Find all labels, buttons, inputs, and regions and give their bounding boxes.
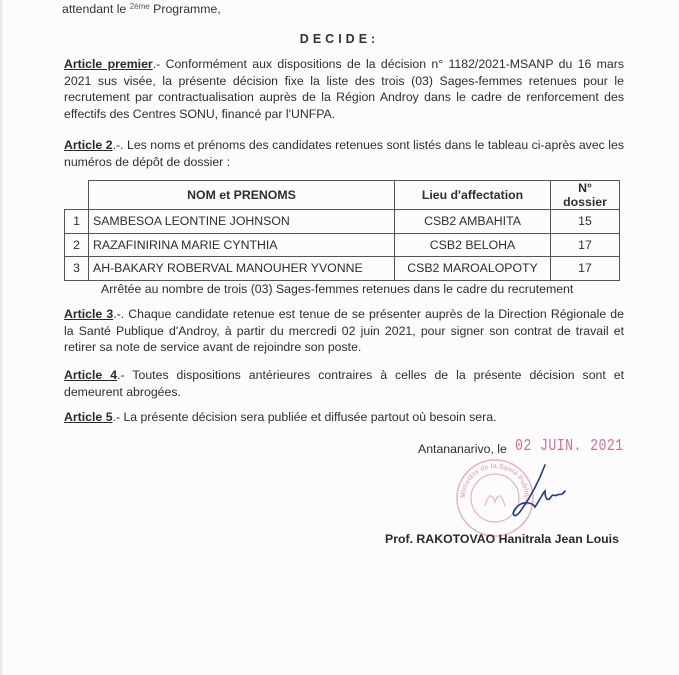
signature-icon <box>505 463 570 523</box>
header-num <box>65 181 89 210</box>
header-fragment-before: attendant le <box>62 2 127 16</box>
cell-lieu: CSB2 AMBAHITA <box>395 210 551 234</box>
article-separator: .-. <box>112 138 124 152</box>
cell-num: 3 <box>65 257 89 281</box>
article-label: Article 5 <box>64 410 113 424</box>
header-lieu: Lieu d'affectation <box>395 181 551 210</box>
article-label: Article premier <box>64 57 153 71</box>
cell-num: 1 <box>65 210 89 234</box>
decide-heading: DECIDE: <box>299 32 380 46</box>
article-label: Article 4 <box>64 368 118 382</box>
cell-dossier: 17 <box>551 233 620 257</box>
article-separator: .-. <box>113 307 125 321</box>
date-stamp: 02 JUIN. 2021 <box>515 437 624 456</box>
page-edge <box>0 0 3 675</box>
cell-num: 2 <box>65 233 89 257</box>
article-3 <box>64 306 624 356</box>
place-label: Antananarivo, le <box>418 442 507 456</box>
header-dossier: N° dossier <box>551 181 620 210</box>
header-fragment <box>62 2 221 16</box>
header-fragment-after: Programme, <box>153 2 221 16</box>
article-text: Conformément aux dispositions de la décision n° 1182/2021-MSANP du 16 mars 2021 sus visée, la présente décision fixe la liste des trois (03) Sages-femmes retenues pour le recrutement par contractualisation auprès de la Région Androy dans le cadre de renforcement des effectifs des Centres SONU, financé par l'UNFPA. <box>64 57 624 121</box>
article-text: Chaque candidate retenue est tenue de se présenter auprès de la Direction Régionale de la Santé Publique d'Androy, à partir du mercredi 02 juin 2021, pour signer son contrat de travail et retirer sa note de service avant de rejoindre son poste. <box>64 307 624 354</box>
seal-text: Ministère de la Santé Publique <box>459 462 531 507</box>
article-4 <box>64 367 624 400</box>
article-separator: .- <box>117 368 125 382</box>
cell-name: RAZAFINIRINA MARIE CYNTHIA <box>89 233 395 257</box>
article-label: Article 2 <box>64 138 113 152</box>
article-text: Les noms et prénoms des candidates retenues sont listés dans le tableau ci-après avec les numéros de dépôt de dossier : <box>64 138 625 169</box>
cell-dossier: 15 <box>551 210 620 234</box>
cell-lieu: CSB2 MAROALOPOTY <box>395 257 551 281</box>
article-label: Article 3 <box>64 307 114 321</box>
cell-lieu: CSB2 BELOHA <box>395 233 551 257</box>
table-header-row <box>65 181 620 210</box>
table-row <box>65 233 620 257</box>
candidates-table <box>64 180 620 281</box>
article-2 <box>64 137 624 170</box>
cell-name: AH-BAKARY ROBERVAL MANOUHER YVONNE <box>89 257 395 281</box>
table-row <box>65 210 620 234</box>
header-fragment-superscript: 2ème <box>129 2 150 11</box>
article-text: La présente décision sera publiée et diffusée partout où besoin sera. <box>120 410 497 424</box>
article-separator: .- <box>152 57 161 71</box>
article-5 <box>64 409 624 426</box>
closing-note: Arrêtée au nombre de trois (03) Sages-femmes retenues dans le cadre du recrutement <box>101 282 574 296</box>
article-text: Toutes dispositions antérieures contraires à celles de la présente décision sont et demeurent abrogées. <box>64 368 625 399</box>
table-row <box>65 257 620 281</box>
signatory-name: Prof. RAKOTOVAO Hanitrala Jean Louis <box>385 532 619 546</box>
header-name: NOM et PRENOMS <box>89 181 395 210</box>
article-separator: .- <box>112 410 121 424</box>
cell-name: SAMBESOA LEONTINE JOHNSON <box>89 210 395 234</box>
article-premier <box>64 56 624 122</box>
cell-dossier: 17 <box>551 257 620 281</box>
